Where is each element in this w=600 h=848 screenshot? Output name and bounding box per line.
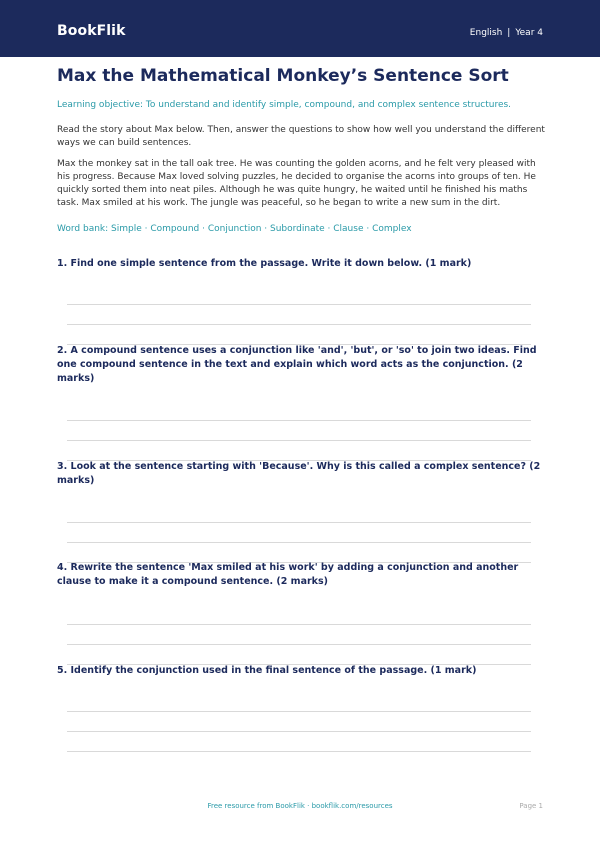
story-paragraph: Max the monkey sat in the tall oak tree. He was counting the golden acorns, and he felt very pleased with his progress. Because Max loved solving puzzles, he decided to organise the acorns into groups of ten. He quickly sorted them into neat piles. Although he was quite hungry, he waited until he finished his maths task. Max smiled at his work. The jungle was peaceful, so he began to write a new sum in the dirt. bbox=[57, 159, 536, 208]
page-number: Page 1 bbox=[519, 802, 543, 810]
question-4: 4. Rewrite the sentence 'Max smiled at his work' by adding a conjunction and another clause to make it a compound sentence. (2 marks) bbox=[57, 562, 519, 587]
answer-line-q3-2[interactable] bbox=[67, 542, 531, 543]
page-title: Max the Mathematical Monkey’s Sentence Sort bbox=[57, 66, 509, 86]
question-3: 3. Look at the sentence starting with 'Because'. Why is this called a complex sentence? (2 marks) bbox=[57, 461, 541, 486]
learning-objective: Learning objective: To understand and identify simple, compound, and complex sentence structures. bbox=[57, 100, 512, 110]
answer-line-q2-2[interactable] bbox=[67, 440, 531, 441]
answer-line-q5-1[interactable] bbox=[67, 711, 531, 712]
question-2: 2. A compound sentence uses a conjunction like 'and', 'but', or 'so' to join two ideas. Find one compound sentence in the text and explain which word acts as the conjunction. (2 marks) bbox=[57, 345, 537, 384]
word-bank: Word bank: Simple · Compound · Conjunction · Subordinate · Clause · Complex bbox=[57, 224, 412, 234]
footer-resource-link[interactable]: Free resource from BookFlik · bookflik.com/resources bbox=[207, 802, 393, 810]
answer-line-q1-2[interactable] bbox=[67, 324, 531, 325]
answer-line-q5-2[interactable] bbox=[67, 731, 531, 732]
question-5: 5. Identify the conjunction used in the final sentence of the passage. (1 mark) bbox=[57, 665, 477, 676]
subject-year bbox=[470, 28, 543, 38]
answer-line-q5-3[interactable] bbox=[67, 751, 531, 752]
answer-line-q4-1[interactable] bbox=[67, 624, 531, 625]
answer-line-q4-2[interactable] bbox=[67, 644, 531, 645]
question-1: 1. Find one simple sentence from the passage. Write it down below. (1 mark) bbox=[57, 258, 472, 269]
answer-line-q2-1[interactable] bbox=[67, 420, 531, 421]
meta-separator: | bbox=[507, 28, 511, 38]
header-bar bbox=[0, 0, 600, 57]
intro-paragraph: Read the story about Max below. Then, answer the questions to show how well you understand the different ways we can build sentences. bbox=[57, 125, 545, 148]
answer-line-q1-1[interactable] bbox=[67, 304, 531, 305]
brand-logo[interactable]: BookFlik bbox=[57, 23, 126, 39]
answer-line-q3-1[interactable] bbox=[67, 522, 531, 523]
year-label: Year 4 bbox=[515, 28, 543, 38]
subject-label: English bbox=[469, 28, 503, 38]
